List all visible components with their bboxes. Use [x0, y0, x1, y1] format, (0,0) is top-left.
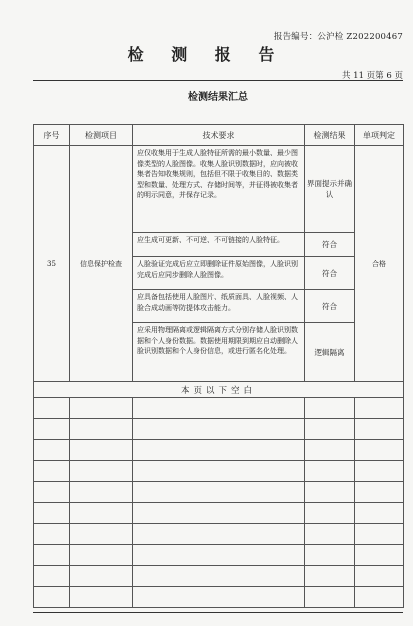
empty-cell [355, 566, 404, 587]
empty-row [34, 440, 404, 461]
requirement-cell: 应具备包括使用人脸图片、纸质面具、人脸视频、人脸合成动画等防提体攻击能力。 [133, 290, 305, 323]
empty-cell [34, 419, 70, 440]
empty-cell [305, 503, 355, 524]
empty-cell [355, 524, 404, 545]
empty-cell [305, 566, 355, 587]
empty-cell [305, 440, 355, 461]
report-number: 报告编号：公沪检 Z202200467 [273, 32, 403, 42]
empty-cell [70, 440, 133, 461]
empty-cell [355, 503, 404, 524]
result-cell: 符合 [305, 257, 355, 290]
empty-cell [70, 545, 133, 566]
empty-row [34, 482, 404, 503]
empty-cell [133, 398, 305, 419]
empty-cell [133, 566, 305, 587]
empty-row [34, 566, 404, 587]
empty-cell [34, 440, 70, 461]
empty-cell [133, 461, 305, 482]
header-result: 检测结果 [305, 125, 355, 146]
empty-row [34, 503, 404, 524]
empty-cell [305, 482, 355, 503]
document-title: 检 测 报 告 [127, 45, 286, 64]
empty-cell [34, 398, 70, 419]
table-row [34, 146, 404, 233]
result-cell: 逻辑隔离 [305, 323, 355, 382]
empty-cell [133, 545, 305, 566]
item-verdict: 合格 [355, 146, 404, 382]
empty-cell [133, 440, 305, 461]
empty-cell [70, 398, 133, 419]
empty-cell [355, 461, 404, 482]
empty-row [34, 587, 404, 608]
empty-cell [355, 482, 404, 503]
empty-cell [34, 566, 70, 587]
empty-cell [70, 587, 133, 608]
result-cell: 符合 [305, 233, 355, 257]
empty-cell [34, 524, 70, 545]
requirement-cell: 应采用物理隔离或逻辑隔离方式分别存储人脸识别数据和个人身份数据。数据使用期限到期应自动删除人脸识别数据和个人身份信息，或进行匿名化处理。 [133, 323, 305, 382]
result-cell: 界面提示并确认 [305, 146, 355, 233]
empty-cell [34, 503, 70, 524]
empty-cell [70, 524, 133, 545]
empty-cell [70, 419, 133, 440]
header-requirement: 技术要求 [133, 125, 305, 146]
empty-cell [133, 524, 305, 545]
empty-cell [355, 587, 404, 608]
empty-cell [133, 587, 305, 608]
header-rule [33, 80, 403, 81]
blank-note-row [34, 382, 404, 398]
empty-row [34, 524, 404, 545]
empty-cell [355, 440, 404, 461]
header-verdict: 单项判定 [355, 125, 404, 146]
empty-cell [70, 566, 133, 587]
empty-cell [70, 461, 133, 482]
item-name: 信息保护检查 [70, 146, 133, 382]
summary-title: 检测结果汇总 [188, 92, 248, 103]
empty-cell [305, 398, 355, 419]
empty-cell [70, 503, 133, 524]
empty-cell [305, 587, 355, 608]
requirement-cell: 应仅收集用于生成人脸特征所需的最小数量、最少图像类型的人脸图像。收集人脸识别数据时，应向被收集者告知收集规则，包括但不限于收集目的、数据类型和数量、处理方式、存储时间等，并征得被收集者的明示同意，并保存记录。 [133, 146, 305, 233]
empty-cell [70, 482, 133, 503]
empty-cell [133, 419, 305, 440]
table-header-row [34, 125, 404, 146]
empty-cell [305, 524, 355, 545]
header-item: 检测项目 [70, 125, 133, 146]
blank-note: 本页以下空白 [34, 382, 404, 398]
footer-rule [33, 612, 403, 613]
page-indicator: 共 11 页第 6 页 [341, 71, 403, 81]
result-cell: 符合 [305, 290, 355, 323]
item-seq: 35 [34, 146, 70, 382]
requirement-cell: 人脸验证完成后应立即删除证件原始图像，人脸识别完成后应同步删除人脸图像。 [133, 257, 305, 290]
empty-cell [355, 398, 404, 419]
empty-cell [355, 419, 404, 440]
empty-cell [34, 545, 70, 566]
empty-cell [305, 419, 355, 440]
results-table [33, 124, 404, 608]
empty-cell [305, 461, 355, 482]
header-seq: 序号 [34, 125, 70, 146]
empty-cell [355, 545, 404, 566]
empty-cell [34, 587, 70, 608]
empty-cell [133, 503, 305, 524]
empty-row [34, 545, 404, 566]
empty-row [34, 398, 404, 419]
requirement-cell: 应生成可更新、不可逆、不可链接的人脸特征。 [133, 233, 305, 257]
empty-row [34, 461, 404, 482]
empty-cell [305, 545, 355, 566]
empty-row [34, 419, 404, 440]
empty-cell [34, 461, 70, 482]
empty-cell [133, 482, 305, 503]
empty-cell [34, 482, 70, 503]
